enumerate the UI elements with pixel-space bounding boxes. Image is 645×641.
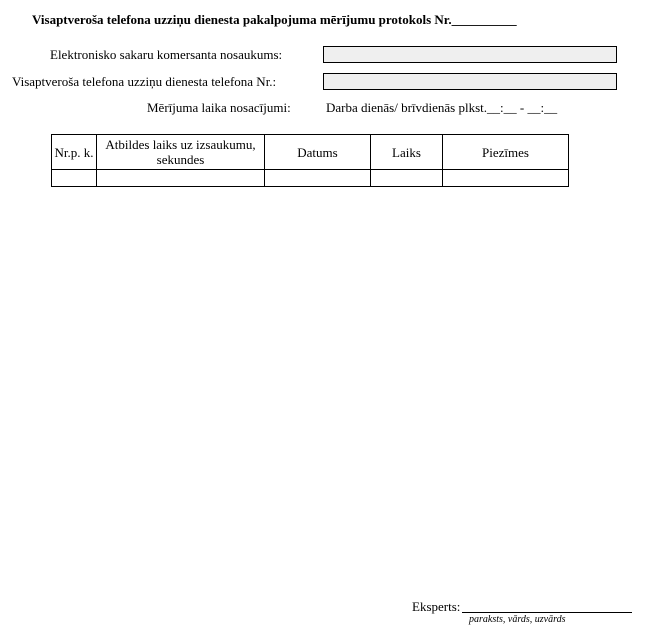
phone-number-field[interactable] bbox=[323, 73, 617, 90]
measurement-table bbox=[51, 134, 569, 187]
signature-caption: paraksts, vārds, uzvārds bbox=[469, 614, 566, 625]
cell-response-time[interactable] bbox=[97, 170, 265, 187]
protocol-title: Visaptveroša telefona uzziņu dienesta pakalpojuma mērījumu protokols Nr.__________ bbox=[32, 12, 517, 27]
conditions-value: Darba dienās/ brīvdienās plkst.__:__ - __:__ bbox=[326, 100, 558, 115]
header-response-time: Atbildes laiks uz izsaukumu, sekundes bbox=[97, 135, 265, 170]
cell-nr[interactable] bbox=[52, 170, 97, 187]
header-time: Laiks bbox=[371, 135, 443, 170]
measurement-table-wrapper bbox=[51, 134, 569, 187]
phone-number-label: Visaptveroša telefona uzziņu dienesta telefona Nr.: bbox=[12, 74, 277, 89]
table-row bbox=[52, 170, 569, 187]
operator-label: Elektronisko sakaru komersanta nosaukums: bbox=[50, 47, 283, 62]
operator-name-field[interactable] bbox=[323, 46, 617, 63]
header-date: Datums bbox=[265, 135, 371, 170]
cell-date[interactable] bbox=[265, 170, 371, 187]
table-header-row bbox=[52, 135, 569, 170]
signature-line[interactable] bbox=[462, 612, 632, 613]
cell-notes[interactable] bbox=[443, 170, 569, 187]
header-nr: Nr.p. k. bbox=[52, 135, 97, 170]
conditions-label: Mērījuma laika nosacījumi: bbox=[147, 100, 291, 115]
header-notes: Piezīmes bbox=[443, 135, 569, 170]
expert-signature-label: Eksperts: bbox=[412, 599, 461, 614]
cell-time[interactable] bbox=[371, 170, 443, 187]
